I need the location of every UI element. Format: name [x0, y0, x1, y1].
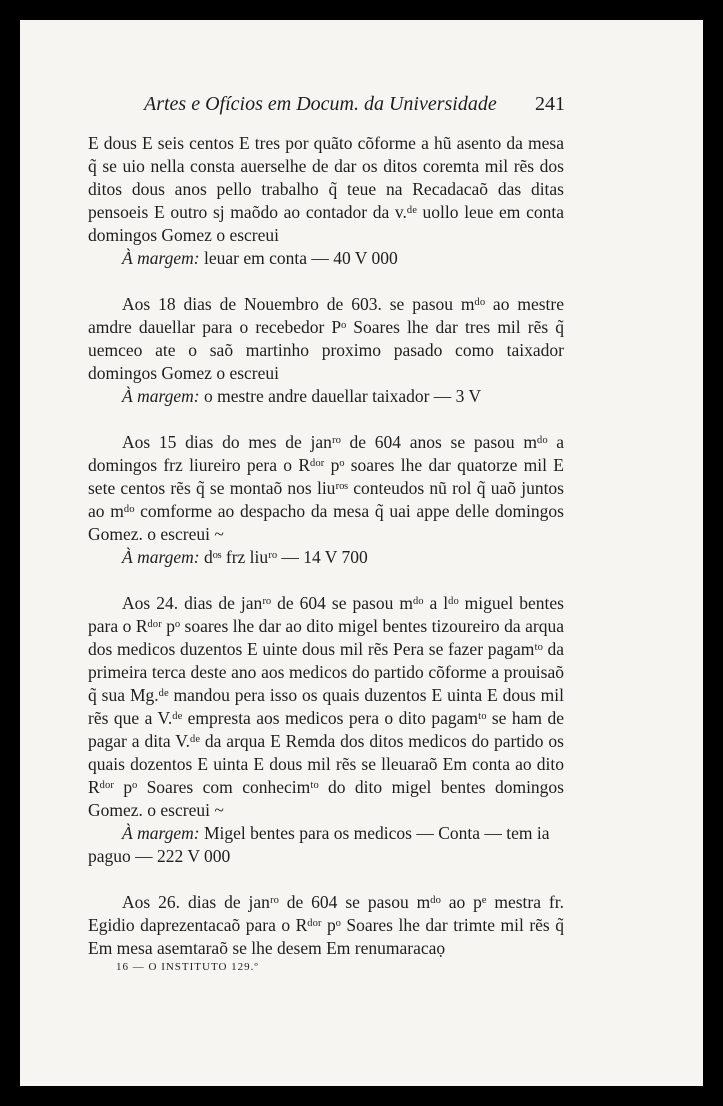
entry-text: Aos 18 dias de Nouembro de 603. se pasou mᵈᵒ ao mestre amdre dauellar para o recebedor Pᵒ Soares lhe dar tres mil rẽs q̃ uemceo ate o saõ martinho proximo pasado como taixador domingos Gomez o escreui [88, 294, 564, 383]
printer-signature: 16 — O INSTITUTO 129.º [116, 961, 259, 973]
page-body [88, 132, 564, 983]
margin-note-label: À margem: [122, 823, 200, 843]
entry-text: E dous E seis centos E tres por quãto cõforme a hũ asento da mesa q̃ se uio nella consta auerselhe de dar os ditos coremta mil rẽs dos ditos dous anos pello trabalho q̃ teue na Recadacaõ das ditas pensoeis E outro sj maõdo ao contador da v.ᵈᵉ uollo leue em conta domingos Gomez o escreui [88, 133, 564, 245]
margin-note-text: leuar em conta — 40 V 000 [203, 248, 398, 268]
margin-note-label: À margem: [122, 248, 200, 268]
running-title: Artes e Ofícios em Docum. da Universidade [144, 93, 497, 115]
margin-note [88, 247, 564, 270]
entry-text: Aos 15 dias do mes de janʳᵒ de 604 anos se pasou mᵈᵒ a domingos frz liureiro pera o Rᵈᵒʳ pᵒ soares lhe dar quatorze mil E sete centos rẽs q̃ se montaõ nos liuʳᵒˢ conteudos nũ rol q̃ uaõ juntos ao mᵈᵒ comforme ao despacho da mesa q̃ uai appe delle domingos Gomez. o escreui ~ [88, 432, 564, 544]
entry-3 [88, 431, 564, 569]
document-page [20, 20, 703, 1086]
margin-note [88, 385, 564, 408]
margin-note [88, 822, 564, 868]
margin-note-label: À margem: [122, 386, 200, 406]
entry-4 [88, 592, 564, 868]
margin-note-text: o mestre andre dauellar taixador — 3 V [203, 386, 482, 406]
entry-text: Aos 24. dias de janʳᵒ de 604 se pasou mᵈᵒ a lᵈᵒ miguel bentes para o Rᵈᵒʳ pᵒ soares lhe dar ao dito migel bentes tizoureiro da arqua dos medicos duzentos E uinte dous mil rẽs Pera se fazer pagamᵗᵒ da primeira terca deste ano aos medicos do partido cõforme a prouisaõ q̃ sua Mg.ᵈᵉ mandou pera isso os quais duzentos E uinta E dous mil rẽs que a V.ᵈᵉ empresta aos medicos pera o dito pagamᵗᵒ se ham de pagar a dita V.ᵈᵉ da arqua E Remda dos ditos medicos do partido os quais dozentos E uinta E dous mil rẽs se lleuaraõ Em conta ao dito Rᵈᵒʳ pᵒ Soares com conhecimᵗᵒ do dito migel bentes domingos Gomez. o escreui ~ [88, 593, 564, 820]
margin-note [88, 546, 564, 569]
margin-note-text: Migel bentes para os medicos — Conta — tem ia paguo — 222 V 000 [88, 823, 550, 866]
entry-5 [88, 891, 564, 960]
entry-text: Aos 26. dias de janʳᵒ de 604 se pasou mᵈᵒ ao pᵉ mestra fr. Egidio daprezentacaõ para o Rᵈᵒʳ pᵒ Soares lhe dar trimte mil rẽs q̃ Em mesa asemtaraõ se lhe desem Em renumaracaọ [88, 892, 564, 958]
entry-1 [88, 132, 564, 270]
margin-note-text: dᵒˢ frz liuʳᵒ — 14 V 700 [203, 547, 368, 567]
margin-note-label: À margem: [122, 547, 200, 567]
page-number: 241 [535, 93, 565, 115]
entry-2 [88, 293, 564, 408]
